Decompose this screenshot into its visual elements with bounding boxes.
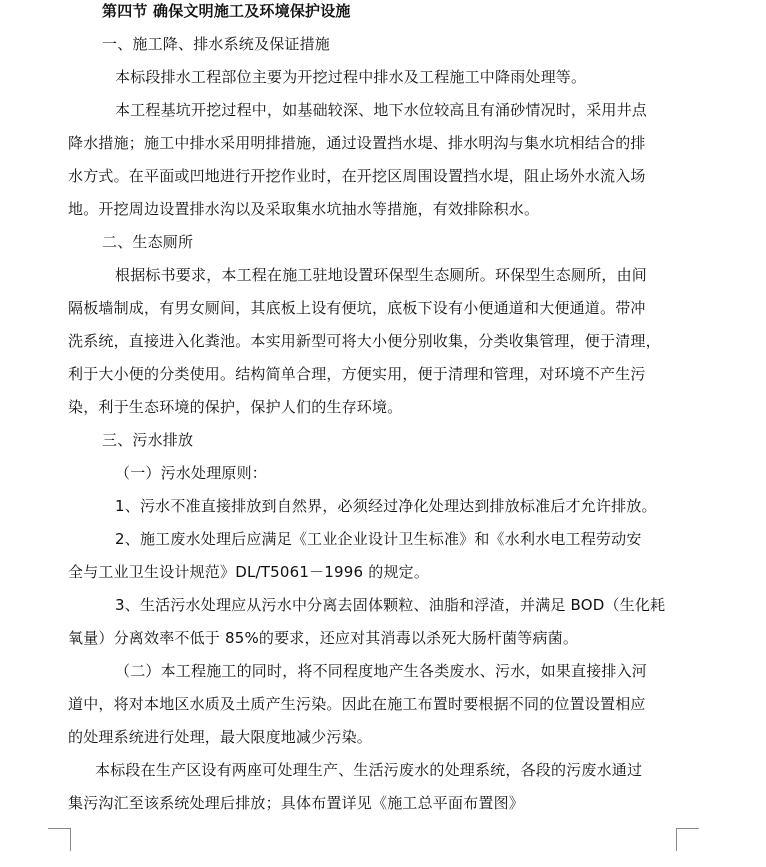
list-item-continued: 全与工业卫生设计规范》DL/T5061－1996 的规定。 <box>68 563 430 581</box>
heading-sewage: 三、污水排放 <box>102 431 194 449</box>
margin-corner-mark <box>48 828 71 851</box>
paragraph-line: 隔板墙制成，有男女厕间，其底板上设有便坑，底板下设有小便通道和大便通道。带冲 <box>68 299 646 317</box>
paragraph-line: 洗系统，直接进入化粪池。本实用新型可将大小便分别收集，分类收集管理，便于清理， <box>68 332 661 350</box>
subheading-principles: （一）污水处理原则： <box>115 464 268 482</box>
paragraph-line: 本标段在生产区设有两座可处理生产、生活污废水的处理系统，各段的污废水通过 <box>95 761 643 779</box>
paragraph-line: 降水措施；施工中排水采用明排措施，通过设置挡水堤、排水明沟与集水坑相结合的排 <box>68 134 646 152</box>
heading-drainage: 一、施工降、排水系统及保证措施 <box>102 35 331 53</box>
paragraph-line: 集污沟汇至该系统处理后排放；具体布置详见《施工总平面布置图》 <box>68 794 525 812</box>
paragraph-line: 本工程基坑开挖过程中，如基础较深、地下水位较高且有涌砂情况时，采用井点 <box>115 101 648 119</box>
margin-corner-mark <box>676 828 699 851</box>
paragraph-line: 道中，将对本地区水质及土质产生污染。因此在施工布置时要根据不同的位置设置相应 <box>68 695 646 713</box>
paragraph-line: 本标段排水工程部位主要为开挖过程中排水及工程施工中降雨处理等。 <box>115 68 587 86</box>
list-item-continued: 氧量）分离效率不低于 85%的要求，还应对其消毒以杀死大肠杆菌等病菌。 <box>68 629 579 647</box>
heading-eco-toilet: 二、生态厕所 <box>102 233 194 251</box>
paragraph-line: 利于大小便的分类使用。结构简单合理，方便实用，便于清理和管理，对环境不产生污 <box>68 365 646 383</box>
paragraph-line: 水方式。在平面或凹地进行开挖作业时，在开挖区周围设置挡水堤，阻止场外水流入场 <box>68 167 646 185</box>
paragraph-line: 根据标书要求，本工程在施工驻地设置环保型生态厕所。环保型生态厕所，由间 <box>115 266 648 284</box>
paragraph-line: 的处理系统进行处理，最大限度地减少污染。 <box>68 728 373 746</box>
paragraph-line: 地。开挖周边设置排水沟以及采取集水坑抽水等措施，有效排除积水。 <box>68 200 540 218</box>
list-item: 1、污水不准直接排放到自然界，必须经过净化处理达到排放标准后才允许排放。 <box>115 497 657 515</box>
paragraph-line: （二）本工程施工的同时，将不同程度地产生各类废水、污水，如果直接排入河 <box>115 662 648 680</box>
paragraph-line: 染，利于生态环境的保护，保护人们的生存环境。 <box>68 398 403 416</box>
list-item: 2、施工废水处理后应满足《工业企业设计卫生标准》和《水利水电工程劳动安 <box>115 530 642 548</box>
list-item: 3、生活污水处理应从污水中分离去固体颗粒、油脂和浮渣，并满足 BOD（生化耗 <box>115 596 666 614</box>
section-title: 第四节 确保文明施工及环境保护设施 <box>102 2 351 20</box>
